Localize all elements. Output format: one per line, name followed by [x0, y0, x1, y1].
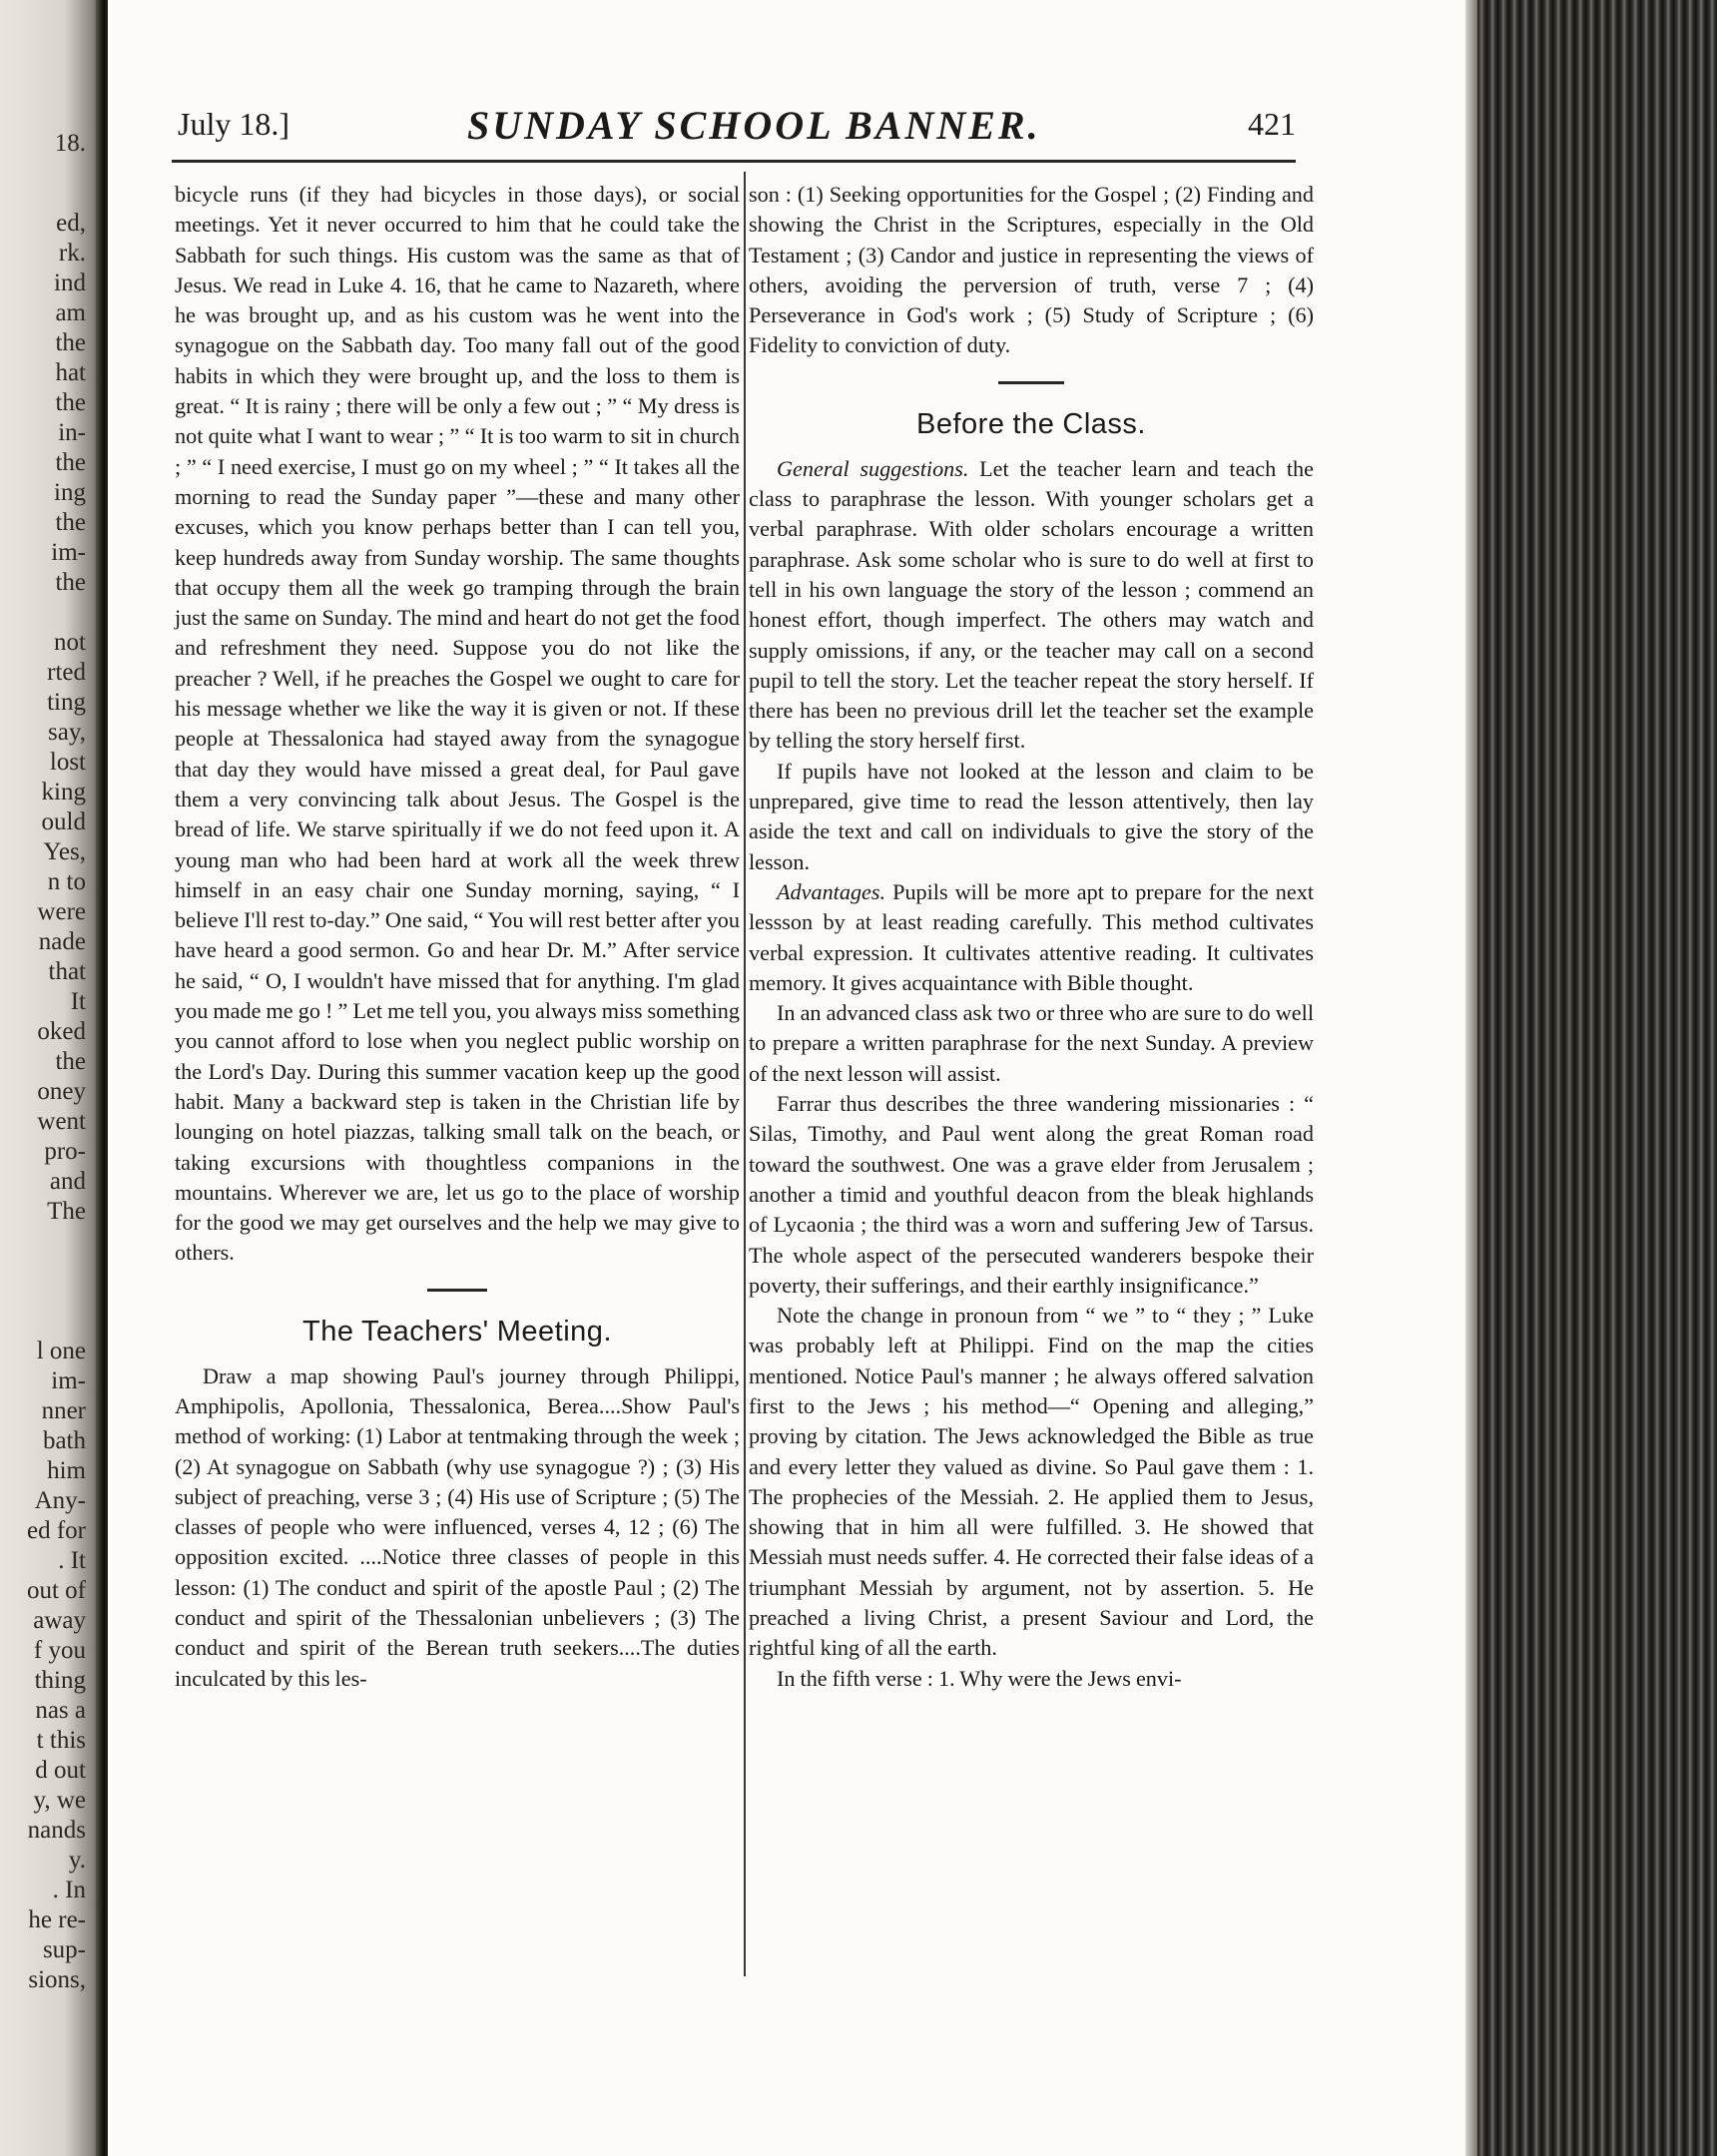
gutter-fragment: ed for: [27, 1517, 86, 1544]
gutter-fragment: bath: [42, 1427, 86, 1454]
gutter-fragment: Yes,: [43, 838, 86, 865]
gutter-fragment: 18.: [54, 130, 86, 157]
right-column: [749, 180, 1314, 1694]
gutter-fragment: nner: [41, 1397, 86, 1424]
page-number: 421: [1248, 106, 1296, 142]
gutter-fragment: out of: [26, 1577, 86, 1604]
page-header: [178, 98, 1296, 154]
gutter-fragment: king: [41, 779, 86, 806]
body-paragraph: If pupils have not looked at the lesson and claim to be unprepared, give time to read the lesson attentively, then lay aside the text and call on individuals to give the story of the lesson.: [749, 758, 1314, 874]
gutter-fragment: . It: [58, 1547, 86, 1574]
gutter-fragment: nade: [38, 928, 86, 955]
section-heading-teachers-meeting: The Teachers' Meeting.: [302, 1315, 612, 1348]
gutter-fragment: It: [70, 988, 86, 1015]
body-paragraph: Farrar thus describes the three wandering missionaries : “ Silas, Timothy, and Paul went along the great Roman road toward the southwest. One was a grave elder from Jerusalem ; another a timid and youthful deacon from the bleak highlands of Lycaonia ; the third was a worn and suffering Jew of Tarsus. The whole aspect of the persecuted wanderers bespoke their poverty, their sufferings, and their earthly insignificance.”: [749, 1091, 1314, 1298]
gutter-fragment: l one: [36, 1338, 86, 1364]
left-column: [175, 180, 740, 1694]
gutter-fragment: y.: [68, 1847, 86, 1874]
column-divider: [744, 172, 746, 1976]
gutter-fragment: nas a: [35, 1697, 86, 1724]
gutter-fragment: nands: [27, 1817, 86, 1844]
header-rule: [172, 160, 1296, 163]
gutter-fragment: the: [55, 329, 86, 356]
body-paragraph: In an advanced class ask two or three who are sure to do well to prepare a written paraphrase for the next Sunday. A preview of the next lesson will assist.: [749, 1000, 1314, 1086]
gutter-fragment: he re-: [28, 1906, 86, 1933]
issue-date: July 18.]: [178, 106, 289, 142]
gutter-fragment: sions,: [28, 1966, 86, 1993]
gutter-shadow: [96, 0, 108, 2156]
gutter-fragment: thing: [34, 1667, 86, 1694]
body-paragraph: son : (1) Seeking opportunities for the Gospel ; (2) Finding and showing the Christ in the Scriptures, especially in the Old Testament ; (3) Candor and justice in representing the views of others, avoiding the perversion of truth, verse 7 ; (4) Perseverance in God's work ; (5) Study of Scripture ; (6) Fidelity to conviction of duty.: [749, 182, 1314, 358]
body-paragraph: Draw a map showing Paul's journey through Philippi, Amphipolis, Apollonia, Thessalonica, Berea....Show Paul's method of working: (1) Labor at tentmaking through the week ; (2) At synagogue on Sabbath (why use synagogue ?) ; (3) His subject of preaching, verse 3 ; (4) His use of Scripture ; (5) The classes of people who were influenced, verses 4, 12 ; (6) The opposition excited. ....Notice three classes of people in this lesson: (1) The conduct and spirit of the apostle Paul ; (2) The conduct and spirit of the Thessalonian unbelievers ; (3) The conduct and spirit of the Berean truth seekers....The duties inculcated by this les-: [175, 1362, 740, 1691]
gutter-fragment: Any-: [34, 1487, 86, 1514]
section-heading-before-the-class: Before the Class.: [916, 407, 1146, 440]
gutter-fragment: f you: [33, 1637, 86, 1664]
gutter-fragment: went: [37, 1108, 86, 1135]
gutter-fragment: ind: [54, 270, 86, 296]
left-binding-gutter: [0, 0, 108, 2156]
gutter-fragment: the: [55, 389, 86, 416]
gutter-fragment: am: [55, 299, 86, 326]
body-paragraph: [749, 454, 1314, 757]
gutter-fragment: away: [33, 1607, 86, 1634]
gutter-fragment: oney: [37, 1078, 86, 1105]
gutter-fragment: the: [55, 509, 86, 536]
gutter-fragment: and: [49, 1168, 86, 1195]
gutter-fragment: him: [47, 1457, 86, 1484]
body-paragraph: [749, 877, 1314, 998]
gutter-fragment: ing: [54, 479, 86, 506]
paragraph-lead: General suggestions.: [777, 455, 969, 481]
gutter-fragment: im-: [51, 1367, 86, 1394]
body-paragraph: bicycle runs (if they had bicycles in those days), or social meetings. Yet it never occurred to him that he could take the Sabbath for such things. His custom was the same as that of Jesus. We read in Luke 4. 16, that he came to Nazareth, where he was brought up, and as his custom was he went into the synagogue on the Sabbath day. Too many fall out of the good habits in which they were brought up, and the loss to them is great. “ It is rainy ; there will be only a few out ; ” “ My dress is not quite what I want to wear ; ” “ It is too warm to sit in church ; ” “ I need exercise, I must go on my wheel ; ” “ It takes all the morning to read the Sunday paper ”—these and many other excuses, which you know perhaps better than I can tell you, keep hundreds away from Sunday worship. The same thoughts that occupy them all the week go tramping through the brain just the same on Sunday. The mind and heart do not get the food and refreshment they need. Suppose you do not like the preacher ? Well, if he preaches the Gospel we ought to care for his message whether we like the way it is given or not. If these people at Thessalonica had stayed away from the synagogue that day they would have missed a great deal, for Paul gave them a very convincing talk about Jesus. The Gospel is the bread of life. We starve spiritually if we do not feed upon it. A young man who had been hard at work all the week threw himself in an easy chair one Sunday morning, saying, “ I believe I'll rest to-day.” One said, “ You will rest better after you have heard a good sermon. Go and hear Dr. M.” After service he said, “ O, I wouldn't have missed that for anything. I'm glad you made me go ! ” Let me tell you, you always miss something you cannot afford to lose when you neglect public worship on the Lord's Day. During this summer vacation keep up the good habit. Many a backward step is taken in the Christian life by lounging on hotel piazzas, talking small talk on the beach, or taking excursions with thoughtless companions in the mountains. Wherever we are, let us go to the place of worship for the good we may get ourselves and the help we may give to others.: [175, 182, 740, 1266]
gutter-fragment: ed,: [56, 210, 86, 237]
gutter-fragment: pro-: [44, 1138, 86, 1165]
gutter-fragment: rted: [47, 659, 86, 686]
gutter-fragment: sup-: [42, 1936, 86, 1963]
gutter-fragment: The: [47, 1198, 86, 1225]
gutter-fragment: . In: [52, 1877, 86, 1903]
publication-title: SUNDAY SCHOOL BANNER.: [467, 103, 1041, 148]
body-paragraph: Note the change in pronoun from “ we ” to “ they ; ” Luke was probably left at Philippi. Find on the map the cities mentioned. Notice Paul's manner ; he always offered salvation first to the Jews ; his method—“ Opening and alleging,” proving by citation. The Jews acknowledged the Bible as true and every letter they valued as divine. So Paul gave them : 1. The prophecies of the Messiah. 2. He applied them to Jesus, showing that in him all were fulfilled. 3. He showed that Messiah must needs suffer. 4. He corrected their false ideas of a triumphant Messiah by argument, not by assertion. 5. He preached a living Christ, a present Saviour and Lord, the rightful king of all the earth.: [749, 1303, 1314, 1661]
gutter-fragment: rk.: [58, 240, 86, 267]
gutter-fragment: oked: [37, 1018, 86, 1045]
gutter-fragment: not: [54, 629, 86, 656]
gutter-fragment: say,: [48, 719, 86, 746]
gutter-fragment: d out: [35, 1757, 86, 1784]
body-paragraph: In the fifth verse : 1. Why were the Jews envi-: [777, 1665, 1182, 1691]
gutter-fragment: ould: [41, 808, 86, 835]
paragraph-lead: Advantages.: [777, 878, 886, 904]
section-separator: [998, 381, 1064, 384]
gutter-fragment: the: [55, 449, 86, 476]
gutter-fragment: lost: [49, 749, 86, 776]
gutter-fragment: n to: [47, 868, 86, 895]
gutter-fragment: the: [55, 569, 86, 596]
paragraph-text: Let the teacher learn and teach the class to paraphrase the lesson. With younger scholars get a verbal paraphrase. With older scholars encourage a written paraphrase. Ask some scholar who is sure to do well at first to tell in his own language the story of the lesson ; commend an honest effort, though imperfect. The others may watch and supply omissions, if any, or the teacher may call on a second pupil to tell the story. Let the teacher repeat the story herself. If there has been no previous drill let the teacher set the example by telling the story herself first.: [749, 455, 1314, 754]
gutter-fragment: ting: [47, 689, 86, 716]
section-separator: [427, 1289, 487, 1292]
gutter-fragment: that: [48, 958, 86, 985]
gutter-fragment: the: [55, 1048, 86, 1075]
gutter-fragment: im-: [51, 539, 86, 566]
paragraph-text: Pupils will be more apt to prepare for the next lessson by at least reading carefully. This method cultivates verbal expression. It cultivates attentive reading. It cultivates memory. It gives acquaintance with Bible thought.: [749, 878, 1314, 995]
book-page-edges: [1465, 0, 1717, 2156]
gutter-fragment: in-: [58, 419, 86, 446]
gutter-fragment: t this: [36, 1727, 86, 1754]
gutter-fragment: y, we: [33, 1787, 86, 1814]
gutter-fragment: hat: [55, 359, 86, 386]
gutter-fragment: were: [37, 898, 86, 925]
